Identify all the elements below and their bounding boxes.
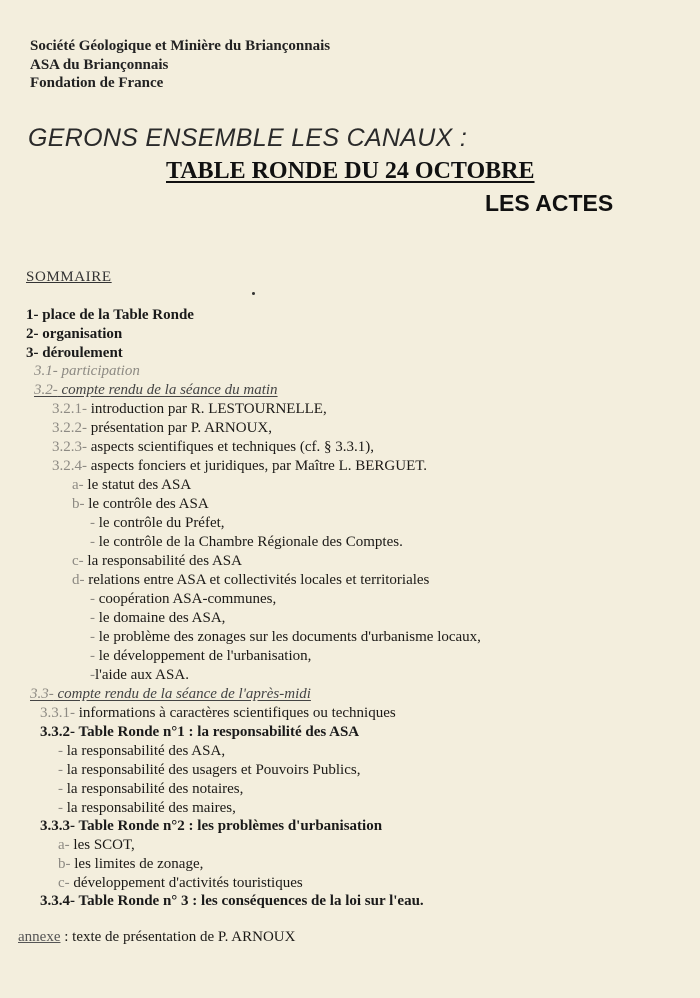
- title-line-3: LES ACTES: [485, 190, 614, 216]
- toc-item: -l'aide aux ASA.: [90, 667, 189, 683]
- toc-item: 1- place de la Table Ronde: [26, 307, 194, 323]
- toc-item: - le domaine des ASA,: [90, 610, 226, 626]
- toc-item: 3.3.3- Table Ronde n°2 : les problèmes d'urbanisation: [40, 818, 383, 834]
- toc-item: - la responsabilité des notaires,: [58, 781, 244, 797]
- toc-item: b- le contrôle des ASA: [72, 496, 209, 512]
- toc-item: d- relations entre ASA et collectivités locales et territoriales: [72, 572, 430, 588]
- toc-item: 3.3.1- informations à caractères scientifiques ou techniques: [40, 705, 396, 721]
- toc-item: b- les limites de zonage,: [58, 856, 204, 872]
- sommaire-heading: SOMMAIRE: [26, 269, 112, 285]
- toc-item: 3.3- compte rendu de la séance de l'après-midi: [30, 686, 311, 702]
- toc-item: 3- déroulement: [26, 345, 123, 361]
- toc-item: 3.3.4- Table Ronde n° 3 : les conséquences de la loi sur l'eau.: [40, 893, 424, 909]
- toc-item: c- la responsabilité des ASA: [72, 553, 242, 569]
- toc-item: 3.1- participation: [34, 363, 140, 379]
- toc-item: 3.2.2- présentation par P. ARNOUX,: [52, 420, 272, 436]
- toc-item: a- les SCOT,: [58, 837, 135, 853]
- toc-item: 2- organisation: [26, 326, 123, 342]
- annexe-line: annexe : texte de présentation de P. ARNOUX: [18, 929, 296, 945]
- annexe-label: annexe: [18, 929, 61, 945]
- toc-item: 3.2- compte rendu de la séance du matin: [34, 382, 278, 398]
- toc-item: 3.2.4- aspects fonciers et juridiques, par Maître L. BERGUET.: [52, 458, 428, 474]
- toc-item: c- développement d'activités touristiques: [58, 875, 303, 891]
- toc-item: 3.2.1- introduction par R. LESTOURNELLE,: [52, 401, 327, 417]
- title-line-1: GERONS ENSEMBLE LES CANAUX :: [28, 124, 468, 152]
- org-line-3: Fondation de France: [30, 75, 164, 91]
- toc-item: - le développement de l'urbanisation,: [90, 648, 312, 664]
- toc-item: 3.3.2- Table Ronde n°1 : la responsabilité des ASA: [40, 724, 360, 740]
- toc-item: - la responsabilité des usagers et Pouvoirs Publics,: [58, 762, 361, 778]
- toc-item: 3.2.3- aspects scientifiques et techniques (cf. § 3.3.1),: [52, 439, 374, 455]
- stray-mark: [252, 292, 255, 295]
- toc-item: - le contrôle de la Chambre Régionale des Comptes.: [90, 534, 403, 550]
- toc-item: - le contrôle du Préfet,: [90, 515, 225, 531]
- org-line-2: ASA du Briançonnais: [30, 57, 169, 73]
- toc-item: - la responsabilité des maires,: [58, 800, 236, 816]
- toc-item: a- le statut des ASA: [72, 477, 192, 493]
- title-line-2: TABLE RONDE DU 24 OCTOBRE: [166, 158, 535, 184]
- org-line-1: Société Géologique et Minière du Briançonnais: [30, 38, 331, 54]
- toc-item: - coopération ASA-communes,: [90, 591, 277, 607]
- toc-item: - la responsabilité des ASA,: [58, 743, 226, 759]
- toc-item: - le problème des zonages sur les documents d'urbanisme locaux,: [90, 629, 481, 645]
